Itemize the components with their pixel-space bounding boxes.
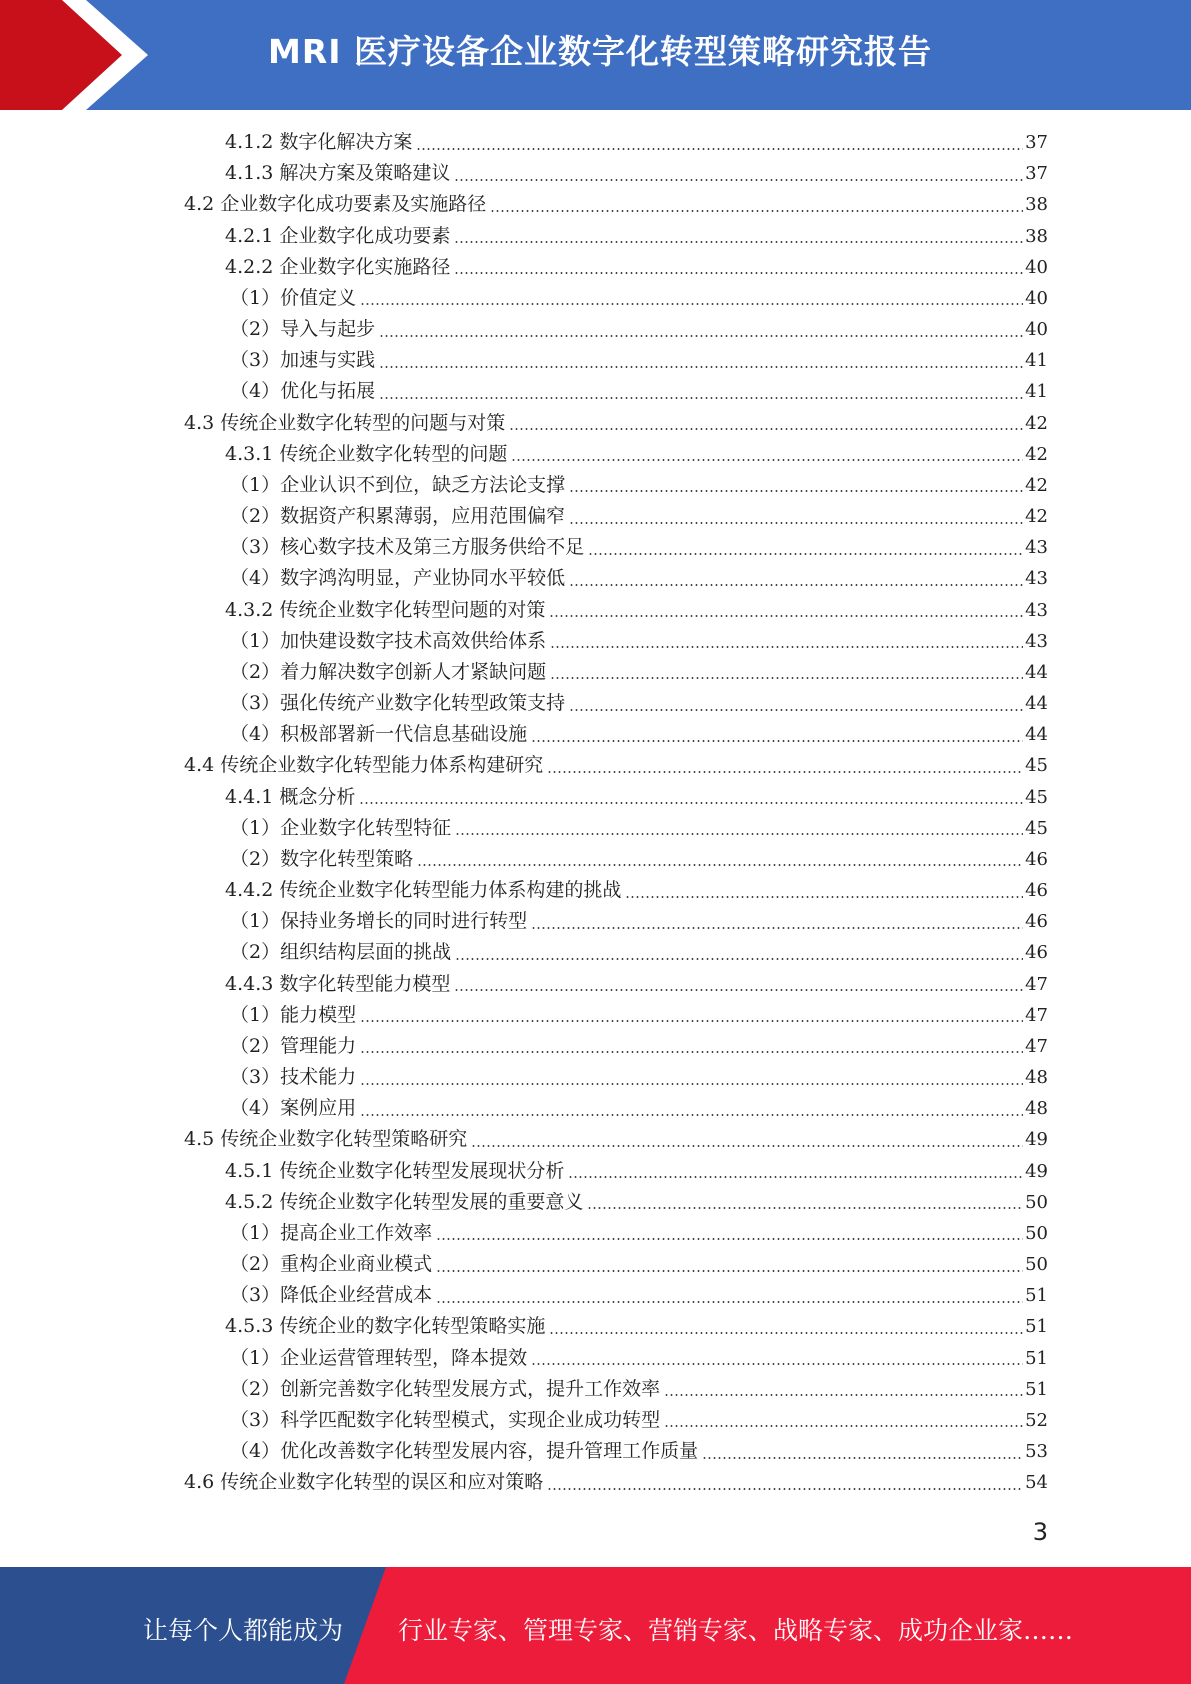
toc-dot-leader xyxy=(360,1083,1023,1085)
toc-entry[interactable] xyxy=(230,283,1048,314)
toc-dot-leader xyxy=(360,1114,1023,1116)
toc-entry-title: （3）技术能力 xyxy=(230,1066,357,1089)
toc-entry[interactable] xyxy=(225,1156,1048,1187)
toc-entry[interactable] xyxy=(230,813,1048,844)
toc-entry-page: 47 xyxy=(1025,1035,1048,1057)
toc-entry-page: 41 xyxy=(1025,350,1048,372)
toc-entry[interactable] xyxy=(230,688,1048,719)
toc-entry-page: 42 xyxy=(1025,474,1048,496)
toc-entry[interactable] xyxy=(230,345,1048,376)
toc-entry-title: 4.3 传统企业数字化转型的问题与对策 xyxy=(184,411,506,434)
toc-entry[interactable] xyxy=(230,626,1048,657)
toc-entry[interactable] xyxy=(225,158,1048,189)
toc-dot-leader xyxy=(587,1207,1023,1209)
toc-entry-page: 44 xyxy=(1025,661,1048,683)
toc-entry-page: 47 xyxy=(1025,973,1048,995)
toc-entry[interactable] xyxy=(230,1218,1048,1249)
toc-entry-page: 38 xyxy=(1025,194,1048,216)
toc-entry-page: 46 xyxy=(1025,911,1048,933)
toc-entry-title: 4.1.2 数字化解决方案 xyxy=(225,131,413,153)
page-header xyxy=(0,0,1191,110)
toc-entry-page: 46 xyxy=(1025,848,1048,870)
toc-entry-title: （1）企业认识不到位，缺乏方法论支撑 xyxy=(230,473,566,496)
toc-entry-page: 52 xyxy=(1025,1409,1048,1431)
toc-entry-title: （2）数据资产积累薄弱，应用范围偏窄 xyxy=(230,505,566,528)
toc-entry-title: 4.4.2 传统企业数字化转型能力体系构建的挑战 xyxy=(225,879,622,902)
toc-dot-leader xyxy=(509,428,1023,430)
toc-entry[interactable] xyxy=(230,1436,1048,1467)
toc-dot-leader xyxy=(490,210,1023,212)
toc-entry-page: 50 xyxy=(1025,1254,1048,1276)
toc-entry-title: （2）导入与起步 xyxy=(230,318,376,341)
toc-dot-leader xyxy=(588,553,1023,555)
toc-dot-leader xyxy=(416,148,1023,150)
toc-entry-title: 4.2.2 企业数字化实施路径 xyxy=(225,255,451,278)
toc-entry[interactable] xyxy=(230,1280,1048,1311)
toc-entry-title: 4.2 企业数字化成功要素及实施路径 xyxy=(184,193,487,216)
toc-dot-leader xyxy=(549,1332,1023,1334)
toc-entry-title: （1）提高企业工作效率 xyxy=(230,1221,433,1244)
toc-dot-leader xyxy=(436,1301,1023,1303)
toc-entry[interactable] xyxy=(230,563,1048,594)
header-arrow-graphic xyxy=(0,0,152,110)
toc-entry-title: （4）优化与拓展 xyxy=(230,380,376,403)
toc-dot-leader xyxy=(531,927,1023,929)
toc-entry[interactable] xyxy=(230,532,1048,563)
toc-entry-page: 51 xyxy=(1025,1285,1048,1307)
toc-entry[interactable] xyxy=(230,937,1048,968)
footer-slogan-right: 行业专家、管理专家、营销专家、战略专家、成功企业家…… xyxy=(398,1616,1074,1645)
toc-entry[interactable] xyxy=(225,127,1048,158)
toc-dot-leader xyxy=(360,1051,1023,1053)
toc-entry-title: 4.4 传统企业数字化转型能力体系构建研究 xyxy=(184,754,544,777)
toc-entry-title: 4.5.3 传统企业的数字化转型策略实施 xyxy=(225,1315,546,1338)
toc-entry-title: （1）能力模型 xyxy=(230,1003,357,1026)
toc-entry[interactable] xyxy=(230,1343,1048,1374)
toc-entry-page: 46 xyxy=(1025,942,1048,964)
toc-entry-title: （1）加快建设数字技术高效供给体系 xyxy=(230,629,547,652)
toc-entry-page: 50 xyxy=(1025,1222,1048,1244)
toc-entry[interactable] xyxy=(225,595,1048,626)
toc-entry-page: 48 xyxy=(1025,1067,1048,1089)
toc-entry-page: 42 xyxy=(1025,412,1048,434)
toc-entry[interactable] xyxy=(230,719,1048,750)
toc-dot-leader xyxy=(547,1488,1023,1490)
toc-dot-leader xyxy=(569,522,1023,524)
toc-dot-leader xyxy=(454,241,1023,243)
footer-slogan-left: 让每个人都能成为 xyxy=(143,1616,344,1645)
toc-dot-leader xyxy=(379,397,1023,399)
toc-entry-page: 51 xyxy=(1025,1316,1048,1338)
toc-dot-leader xyxy=(511,459,1023,461)
toc-entry-title: （2）管理能力 xyxy=(230,1034,357,1057)
toc-entry-title: （4）案例应用 xyxy=(230,1097,357,1120)
toc-entry-page: 44 xyxy=(1025,693,1048,715)
toc-entry-page: 42 xyxy=(1025,443,1048,465)
toc-dot-leader xyxy=(569,584,1023,586)
toc-entry-title: 4.6 传统企业数字化转型的误区和应对策略 xyxy=(184,1471,544,1494)
toc-entry[interactable] xyxy=(230,1249,1048,1280)
toc-entry-page: 40 xyxy=(1025,319,1048,341)
toc-entry[interactable] xyxy=(184,750,1048,781)
toc-entry-title: 4.5 传统企业数字化转型策略研究 xyxy=(184,1128,468,1151)
toc-entry-page: 37 xyxy=(1025,132,1048,153)
toc-entry-page: 43 xyxy=(1025,599,1048,621)
toc-entry[interactable] xyxy=(225,439,1048,470)
toc-entry[interactable] xyxy=(230,470,1048,501)
toc-dot-leader xyxy=(379,366,1023,368)
toc-dot-leader xyxy=(664,1425,1023,1427)
toc-entry[interactable] xyxy=(230,1062,1048,1093)
toc-entry-page: 50 xyxy=(1025,1191,1048,1213)
toc-entry-page: 45 xyxy=(1025,817,1048,839)
toc-entry-page: 40 xyxy=(1025,256,1048,278)
toc-dot-leader xyxy=(547,771,1023,773)
page-number: 3 xyxy=(1032,1518,1048,1546)
toc-dot-leader xyxy=(471,1145,1023,1147)
toc-entry[interactable] xyxy=(184,189,1048,220)
toc-entry-title: 4.1.3 解决方案及策略建议 xyxy=(225,162,451,185)
toc-entry[interactable] xyxy=(230,844,1048,875)
toc-entry-title: （2）组织结构层面的挑战 xyxy=(230,941,452,964)
toc-entry[interactable] xyxy=(225,1311,1048,1342)
toc-entry-page: 48 xyxy=(1025,1098,1048,1120)
toc-entry-title: （1）价值定义 xyxy=(230,286,357,309)
toc-dot-leader xyxy=(360,1020,1023,1022)
toc-entry[interactable] xyxy=(225,969,1048,1000)
toc-entry[interactable] xyxy=(225,1187,1048,1218)
toc-dot-leader xyxy=(550,646,1023,648)
toc-entry-title: （2）着力解决数字创新人才紧缺问题 xyxy=(230,660,547,683)
toc-entry-title: （3）加速与实践 xyxy=(230,349,376,372)
toc-entry[interactable] xyxy=(184,1124,1048,1155)
toc-entry[interactable] xyxy=(230,1374,1048,1405)
toc-entry-page: 38 xyxy=(1025,225,1048,247)
toc-entry-title: （1）保持业务增长的同时进行转型 xyxy=(230,910,528,933)
toc-dot-leader xyxy=(549,615,1023,617)
toc-entry-title: 4.3.1 传统企业数字化转型的问题 xyxy=(225,442,508,465)
toc-dot-leader xyxy=(436,1270,1023,1272)
toc-entry-page: 43 xyxy=(1025,630,1048,652)
toc-entry-title: （2）创新完善数字化转型发展方式，提升工作效率 xyxy=(230,1377,661,1400)
report-title: MRI 医疗设备企业数字化转型策略研究报告 xyxy=(268,32,933,71)
toc-entry-title: （4）数字鸿沟明显，产业协同水平较低 xyxy=(230,567,566,590)
toc-entry-page: 54 xyxy=(1025,1472,1048,1494)
toc-entry-page: 44 xyxy=(1025,724,1048,746)
toc-dot-leader xyxy=(568,1176,1023,1178)
toc-entry-title: 4.3.2 传统企业数字化转型问题的对策 xyxy=(225,598,546,621)
toc-entry-page: 46 xyxy=(1025,880,1048,902)
toc-entry-page: 41 xyxy=(1025,381,1048,403)
toc-entry-title: 4.4.3 数字化转型能力模型 xyxy=(225,972,451,995)
toc-entry-page: 51 xyxy=(1025,1378,1048,1400)
toc-dot-leader xyxy=(550,677,1023,679)
toc-entry-page: 47 xyxy=(1025,1004,1048,1026)
toc-entry[interactable] xyxy=(230,314,1048,345)
toc-entry-page: 43 xyxy=(1025,537,1048,559)
toc-dot-leader xyxy=(359,802,1023,804)
toc-entry[interactable] xyxy=(184,1467,1048,1498)
toc-entry-title: （1）企业运营管理转型，降本提效 xyxy=(230,1346,528,1369)
toc-entry-title: （3）强化传统产业数字化转型政策支持 xyxy=(230,692,566,715)
toc-dot-leader xyxy=(625,896,1023,898)
toc-entry-title: （3）核心数字技术及第三方服务供给不足 xyxy=(230,536,585,559)
toc-dot-leader xyxy=(531,740,1023,742)
toc-entry-title: （2）重构企业商业模式 xyxy=(230,1253,433,1276)
toc-entry-page: 53 xyxy=(1025,1441,1048,1463)
toc-entry[interactable] xyxy=(225,221,1048,252)
toc-entry[interactable] xyxy=(230,1405,1048,1436)
toc-entry-title: （3）科学匹配数字化转型模式，实现企业成功转型 xyxy=(230,1408,661,1431)
toc-entry-title: 4.5.1 传统企业数字化转型发展现状分析 xyxy=(225,1159,565,1182)
toc-entry-page: 43 xyxy=(1025,568,1048,590)
toc-entry[interactable] xyxy=(225,875,1048,906)
toc-entry[interactable] xyxy=(230,1000,1048,1031)
toc-entry-page: 45 xyxy=(1025,786,1048,808)
toc-entry-title: （4）积极部署新一代信息基础设施 xyxy=(230,723,528,746)
toc-entry-page: 49 xyxy=(1025,1129,1048,1151)
toc-dot-leader xyxy=(454,179,1023,181)
toc-entry[interactable] xyxy=(230,1093,1048,1124)
toc-dot-leader xyxy=(454,989,1023,991)
toc-entry-title: 4.4.1 概念分析 xyxy=(225,785,356,808)
toc-entry-title: 4.5.2 传统企业数字化转型发展的重要意义 xyxy=(225,1190,584,1213)
toc-dot-leader xyxy=(436,1238,1023,1240)
page-footer xyxy=(0,1567,1191,1684)
toc-dot-leader xyxy=(702,1457,1023,1459)
toc-entry[interactable] xyxy=(184,408,1048,439)
toc-dot-leader xyxy=(531,1363,1023,1365)
toc-dot-leader xyxy=(455,958,1023,960)
toc-entry-title: 4.2.1 企业数字化成功要素 xyxy=(225,224,451,247)
toc-entry[interactable] xyxy=(230,657,1048,688)
toc-dot-leader xyxy=(379,335,1023,337)
toc-entry[interactable] xyxy=(225,782,1048,813)
toc-dot-leader xyxy=(569,490,1023,492)
toc-entry-page: 49 xyxy=(1025,1160,1048,1182)
toc-entry-page: 37 xyxy=(1025,163,1048,185)
toc-entry[interactable] xyxy=(230,1031,1048,1062)
toc-entry-page: 40 xyxy=(1025,287,1048,309)
toc-dot-leader xyxy=(455,833,1023,835)
toc-entry[interactable] xyxy=(225,252,1048,283)
toc-dot-leader xyxy=(664,1394,1023,1396)
toc-entry-title: （3）降低企业经营成本 xyxy=(230,1284,433,1307)
toc-entry[interactable] xyxy=(230,501,1048,532)
toc-entry[interactable] xyxy=(230,376,1048,407)
toc-entry[interactable] xyxy=(230,906,1048,937)
toc-dot-leader xyxy=(569,709,1023,711)
toc-entry-page: 45 xyxy=(1025,755,1048,777)
toc-dot-leader xyxy=(360,303,1023,305)
toc-entry-title: （2）数字化转型策略 xyxy=(230,847,414,870)
toc-entry-title: （4）优化改善数字化转型发展内容，提升管理工作质量 xyxy=(230,1440,699,1463)
toc-dot-leader xyxy=(417,864,1023,866)
toc-entry-title: （1）企业数字化转型特征 xyxy=(230,816,452,839)
toc-dot-leader xyxy=(454,272,1023,274)
toc-entry-page: 51 xyxy=(1025,1347,1048,1369)
toc-entry-page: 42 xyxy=(1025,506,1048,528)
